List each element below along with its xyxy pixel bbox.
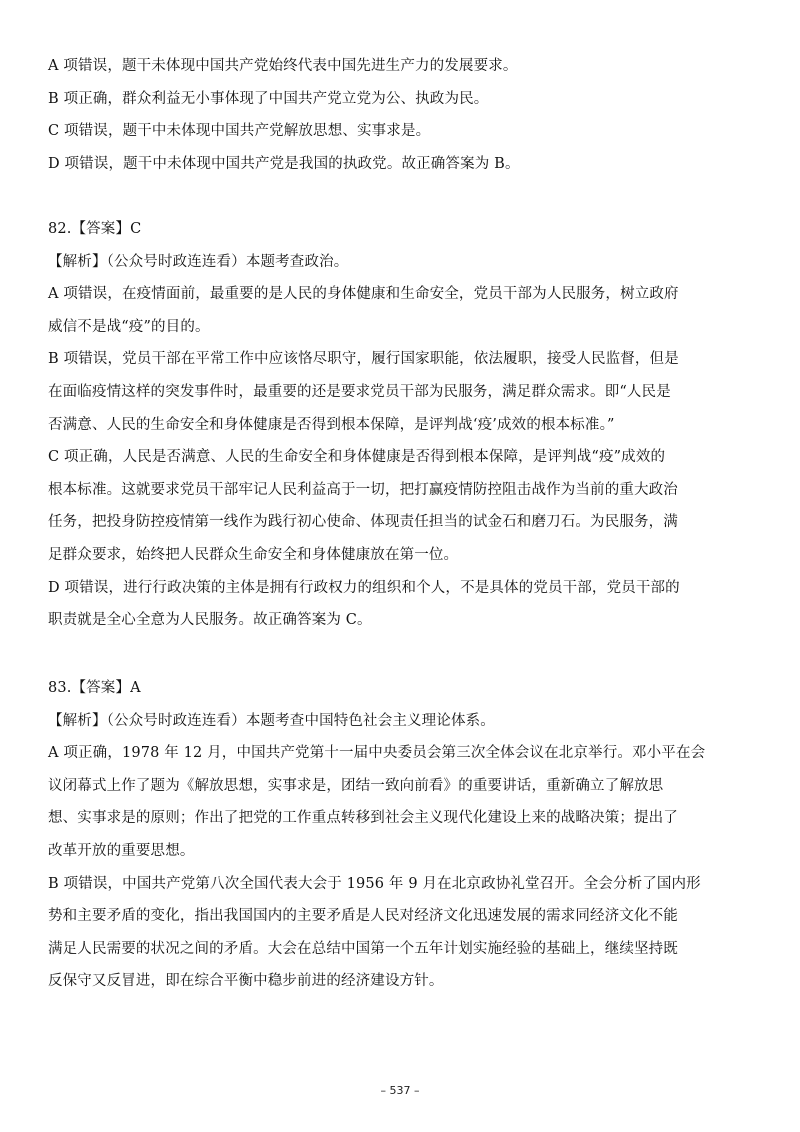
answer-81-options — [48, 50, 748, 180]
text-line: 反保守又反冒进，即在综合平衡中稳步前进的经济建设方针。 — [48, 973, 444, 990]
text-line: 势和主要矛盾的变化，指出我国国内的主要矛盾是人民对经济文化迅速发展的需求同经济文化不能 — [48, 908, 678, 925]
text-line: B 项正确，群众利益无小事体现了中国共产党立党为公、执政为民。 — [48, 90, 489, 107]
text-line: 职责就是全心全意为人民服务。故正确答案为 C。 — [48, 612, 372, 629]
text-line: 足群众要求，始终把人民群众生命安全和身体健康放在第一位。 — [48, 546, 459, 563]
page-number: – 537 – — [380, 1084, 420, 1097]
question-83-explanation — [48, 672, 748, 998]
text-line: 在面临疫情这样的突发事件时，最重要的还是要求党员干部为民服务，满足群众需求。即“人民是 — [48, 383, 671, 400]
text-line: A 项错误，在疫情面前，最重要的是人民的身体健康和生命安全，党员干部为人民服务，树立政府 — [48, 286, 679, 303]
text-line: C 项错误，题干中未体现中国共产党解放思想、实事求是。 — [48, 123, 431, 140]
text-line: A 项错误，题干未体现中国共产党始终代表中国先进生产力的发展要求。 — [48, 58, 518, 74]
text-line: D 项错误，进行行政决策的主体是拥有行政权力的组织和个人，不是具体的党员干部，党员干部的 — [48, 579, 680, 596]
question-82-explanation — [48, 213, 748, 637]
analysis-heading: 【解析】（公众号时政连连看）本题考查政治。 — [48, 253, 349, 270]
text-line: C 项正确，人民是否满意、人民的生命安全和身体健康是否得到根本保障，是评判战“疫”成效的 — [48, 449, 666, 466]
text-line: 改革开放的重要思想。 — [48, 842, 195, 859]
text-line: 根本标准。这就要求党员干部牢记人民利益高于一切，把打赢疫情防控阻击战作为当前的重大政治 — [48, 481, 678, 498]
text-line: 议闭幕式上作了题为《解放思想，实事求是，团结一致向前看》的重要讲话，重新确立了解放思 — [48, 777, 664, 794]
text-line: 任务，把投身防控疫情第一线作为践行初心使命、体现责任担当的试金石和磨刀石。为民服务，满 — [48, 514, 678, 531]
text-line: 想、实事求是的原则；作出了把党的工作重点转移到社会主义现代化建设上来的战略决策；提出了 — [48, 810, 678, 827]
text-line: 满足人民需要的状况之间的矛盾。大会在总结中国第一个五年计划实施经验的基础上，继续坚持既 — [48, 940, 678, 957]
text-line: B 项错误，中国共产党第八次全国代表大会于 1956 年 9 月在北京政协礼堂召开。全会分析了国内形 — [48, 875, 701, 892]
text-line: 否满意、人民的生命安全和身体健康是否得到根本保障，是评判战‘疫’成效的根本标准。” — [48, 416, 615, 433]
text-line: 威信不是战“疫”的目的。 — [48, 318, 210, 335]
text-line: B 项错误，党员干部在平常工作中应该恪尽职守，履行国家职能，依法履职，接受人民监督，但是 — [48, 351, 679, 368]
answer-heading: 83.【答案】A — [48, 680, 141, 696]
analysis-heading: 【解析】（公众号时政连连看）本题考查中国特色社会主义理论体系。 — [48, 712, 495, 729]
text-line: A 项正确，1978 年 12 月，中国共产党第十一届中央委员会第三次全体会议在北京举行。邓小平在会 — [48, 745, 706, 762]
answer-heading: 82.【答案】C — [48, 221, 142, 237]
text-line: D 项错误，题干中未体现中国共产党是我国的执政党。故正确答案为 B。 — [48, 155, 520, 172]
